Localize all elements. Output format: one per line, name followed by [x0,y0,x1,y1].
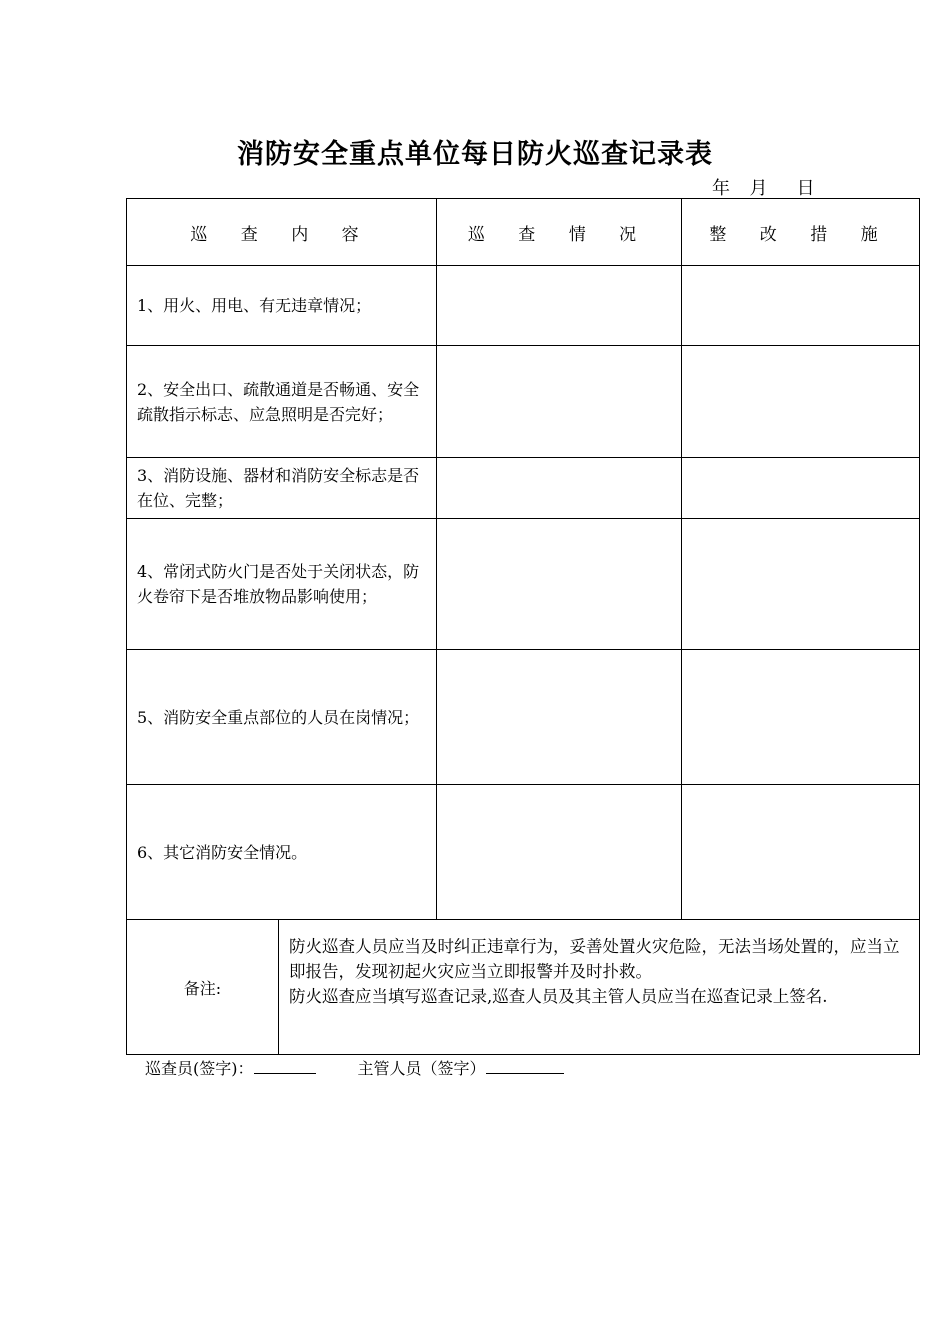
table-row [127,785,920,920]
inspector-signature-field[interactable] [254,1059,316,1074]
remarks-text [279,920,920,1055]
header-row [127,199,920,266]
row-6-measures-cell[interactable] [682,785,920,920]
row-4-measures-cell[interactable] [682,519,920,650]
row-2-status-cell[interactable] [437,346,682,458]
patrol-record-table [126,198,920,1055]
table-row [127,519,920,650]
signature-line [145,1056,564,1079]
remarks-paragraph-2: 防火巡查应当填写巡查记录,巡查人员及其主管人员应当在巡查记录上签名. [289,987,828,1006]
table-row [127,346,920,458]
row-1-measures-cell[interactable] [682,266,920,346]
row-6-status-cell[interactable] [437,785,682,920]
header-content: 巡 查 内 容 [127,199,437,266]
date-line: 年 月 日 [712,178,815,199]
form-title: 消防安全重点单位每日防火巡查记录表 [237,139,713,170]
row-6-content: 6、其它消防安全情况。 [127,785,437,920]
row-1-status-cell[interactable] [437,266,682,346]
table-row [127,650,920,785]
remarks-row [127,920,920,1055]
remarks-label: 备注: [127,920,279,1055]
row-4-content: 4、常闭式防火门是否处于关闭状态，防火卷帘下是否堆放物品影响使用； [127,519,437,650]
table-row [127,458,920,519]
table-row [127,266,920,346]
row-3-content: 3、消防设施、器材和消防安全标志是否在位、完整； [127,458,437,519]
supervisor-signature-label: 主管人员（签字） [357,1059,486,1078]
header-status: 巡 查 情 况 [437,199,682,266]
remarks-paragraph-1: 防火巡查人员应当及时纠正违章行为，妥善处置火灾危险，无法当场处置的，应当立即报告，发现初起火灾应当立即报警并及时扑救。 [289,937,900,981]
row-5-content: 5、消防安全重点部位的人员在岗情况； [127,650,437,785]
header-measures: 整 改 措 施 [682,199,920,266]
row-5-measures-cell[interactable] [682,650,920,785]
supervisor-signature-field[interactable] [486,1059,564,1074]
row-3-measures-cell[interactable] [682,458,920,519]
row-3-status-cell[interactable] [437,458,682,519]
row-2-measures-cell[interactable] [682,346,920,458]
row-4-status-cell[interactable] [437,519,682,650]
row-1-content: 1、用火、用电、有无违章情况； [127,266,437,346]
row-2-content: 2、安全出口、疏散通道是否畅通、安全疏散指示标志、应急照明是否完好； [127,346,437,458]
inspector-signature-label: 巡查员(签字)： [145,1059,254,1078]
row-5-status-cell[interactable] [437,650,682,785]
